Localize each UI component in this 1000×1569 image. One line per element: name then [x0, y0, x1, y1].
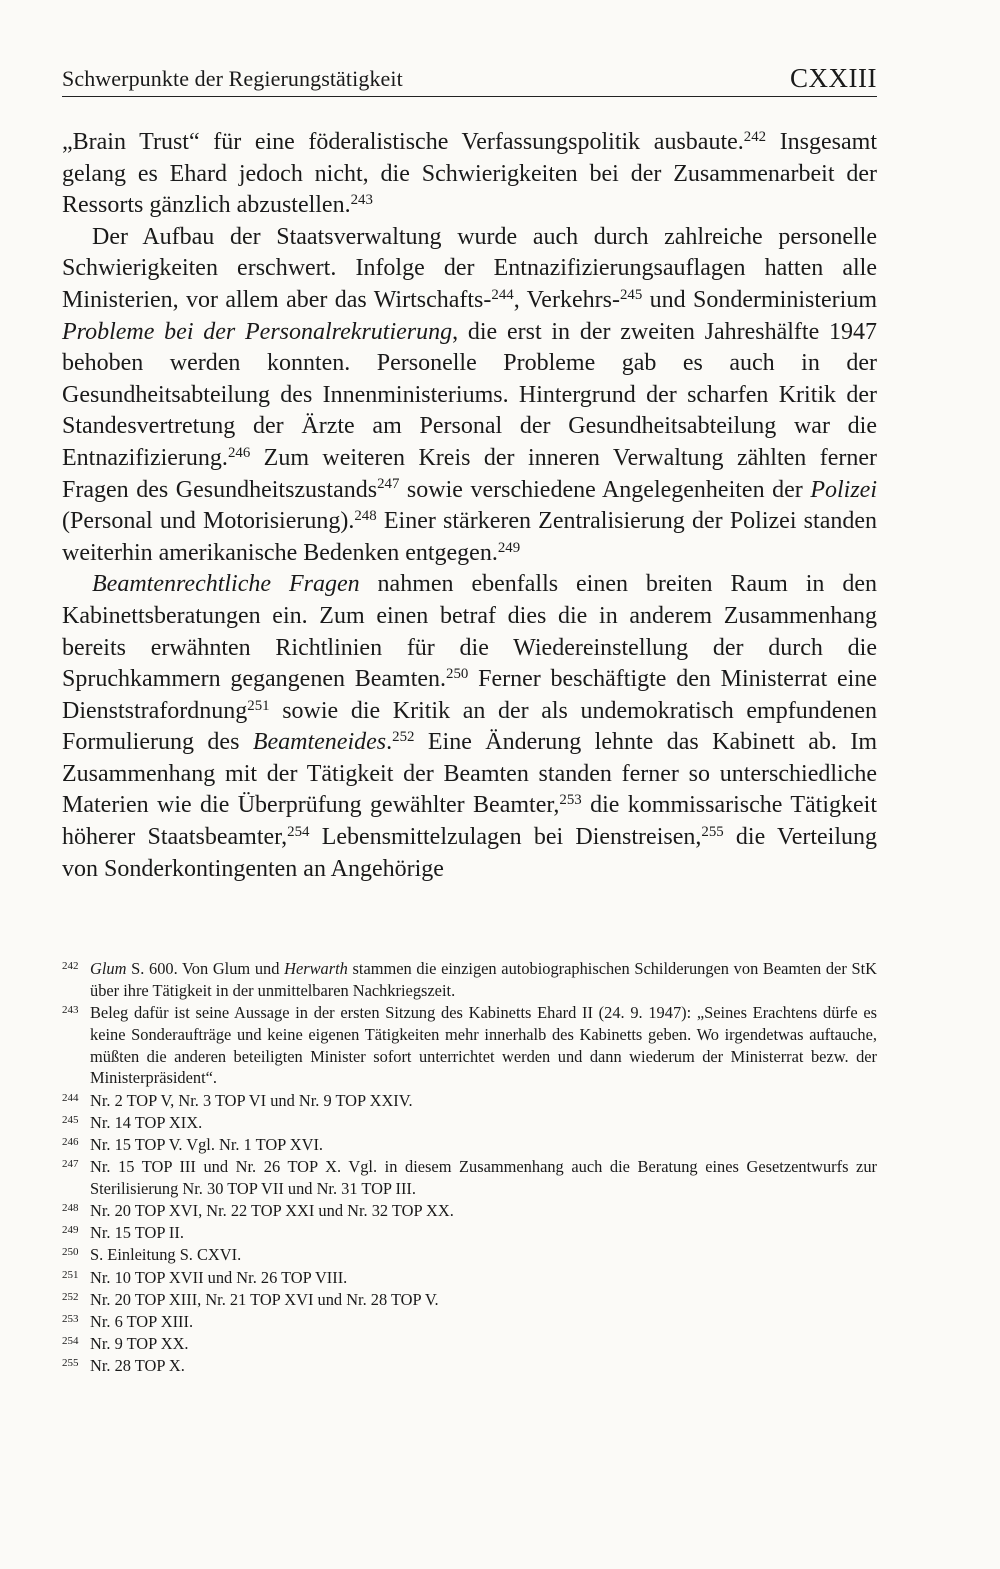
text-run: Eine Änderung lehnte das Kabinett ab. Im Zusammenhang mit der Tätigkeit der Beamten standen ferner so unterschiedliche Materien wie die Überprüfung gewählter Beamter, [62, 729, 877, 819]
paragraph-1 [62, 127, 877, 222]
footnote-number: 249 [62, 1224, 79, 1237]
footnote-text [90, 959, 877, 1000]
main-text [62, 127, 877, 885]
footnote-reference: 249 [497, 539, 521, 556]
footnote-number: 243 [62, 1003, 79, 1016]
footnote-number: 254 [62, 1335, 79, 1348]
footnote-text [90, 1334, 189, 1353]
page-number: CXXIII [790, 63, 877, 93]
text-run: Nr. 10 TOP XVII und Nr. 26 TOP VIII. [90, 1267, 348, 1287]
text-run: . [386, 729, 393, 756]
italic-text: Beamteneides [252, 729, 387, 756]
footnote-number: 255 [62, 1357, 79, 1370]
text-run: Nr. 14 TOP XIX. [90, 1112, 203, 1132]
footnote-text [90, 1268, 347, 1287]
footnote-246 [62, 1134, 877, 1156]
text-run: , die erst in der zweiten Jahreshälfte 1947 behoben werden konnten. Personelle Probleme gab es auch in der Gesundheitsabteilung des Innenministeriums. Hintergrund der scharfen Kritik der Standesvertretung der Ärzte am Personal der Gesundheitsabteilung war die Entnazifizierung. [62, 318, 877, 471]
text-run: (Personal und Motorisierung). [62, 508, 355, 535]
text-run: Nr. 2 TOP V, Nr. 3 TOP VI und Nr. 9 TOP XXIV. [90, 1090, 413, 1110]
text-run: „Brain Trust“ für eine föderalistische Verfassungspolitik ausbaute. [62, 129, 744, 155]
footnote-248 [62, 1200, 877, 1222]
footnote-reference: 252 [392, 729, 415, 746]
footnote-number: 251 [62, 1268, 79, 1281]
footnote-243 [62, 1002, 877, 1089]
text-run: sowie verschiedene Angelegenheiten der [399, 476, 811, 503]
footnote-number: 244 [62, 1091, 79, 1104]
footnote-251 [62, 1267, 877, 1289]
footnote-253 [62, 1311, 877, 1333]
footnote-reference: 254 [287, 823, 310, 840]
footnote-text [90, 1135, 323, 1154]
text-run: Ferner beschäftigte den Ministerrat eine Dienststrafordnung [62, 666, 877, 724]
italic-text: Probleme bei der Personalrekrutierung [62, 318, 453, 345]
italic-text: Polizei [810, 476, 877, 503]
footnote-number: 250 [62, 1246, 79, 1259]
italic-text: Glum [90, 959, 127, 978]
text-run: Nr. 15 TOP II. [90, 1223, 184, 1243]
footnote-255 [62, 1355, 877, 1377]
footnote-text [90, 1157, 877, 1198]
text-run: Nr. 6 TOP XIII. [90, 1312, 194, 1332]
running-header [62, 58, 877, 97]
footnote-number: 247 [62, 1158, 79, 1171]
text-run: Einer stärkeren Zentralisierung der Polizei standen weiterhin amerikanische Bedenken entgegen. [62, 508, 877, 566]
footnote-252 [62, 1289, 877, 1311]
text-run: Beleg dafür ist seine Aussage in der ersten Sitzung des Kabinetts Ehard II (24. 9. 1947): „Seines Erachtens dürfe es keine Sonderaufträge und keine eigenen Tätigkeiten mehr innerhalb des Kabinetts geben. Wo irgendetwas auftauche, müßten die anderen beteiligten Minister sofort unterrichtet werden und dann wiederum der Ministerrat bezw. der Ministerpräsident“. [90, 1002, 877, 1088]
footnote-reference: 246 [227, 444, 251, 461]
running-title: Schwerpunkte der Regierungstätigkeit [62, 66, 403, 91]
footnote-text [90, 1223, 184, 1242]
footnote-text [90, 1113, 202, 1132]
footnote-number: 246 [62, 1135, 79, 1148]
text-run: die kommissarische Tätigkeit höherer Staatsbeamter, [62, 792, 877, 851]
footnote-text [90, 1003, 877, 1087]
footnote-254 [62, 1333, 877, 1355]
text-run: Nr. 9 TOP XX. [90, 1334, 189, 1354]
text-run: Nr. 15 TOP V. Vgl. Nr. 1 TOP XVI. [90, 1134, 324, 1154]
footnote-number: 252 [62, 1290, 79, 1303]
footnote-text [90, 1201, 454, 1220]
text-run: Insgesamt gelang es Ehard jedoch nicht, die Schwierigkeiten bei der Zusammenarbeit der Ressorts gänzlich abzustellen. [62, 129, 878, 219]
footnote-text [90, 1245, 241, 1264]
footnote-number: 242 [62, 960, 79, 972]
footnote-number: 248 [62, 1202, 79, 1215]
footnote-reference: 253 [559, 792, 582, 809]
footnote-reference: 245 [619, 286, 643, 303]
footnote-reference: 255 [701, 823, 724, 840]
footnotes [62, 958, 877, 1378]
footnote-reference: 247 [377, 476, 400, 493]
footnote-245 [62, 1112, 877, 1134]
text-run: S. Einleitung S. CXVI. [90, 1245, 242, 1265]
text-run: stammen die einzigen autobiographischen Schilderungen von Beamten der StK über ihre Tätigkeit in der unmittelbaren Nachkriegszeit. [90, 959, 877, 1000]
footnote-number: 253 [62, 1313, 79, 1326]
paragraph-2 [62, 222, 877, 570]
text-run: und Sonderministerium [642, 286, 877, 313]
footnote-number: 245 [62, 1113, 79, 1126]
text-run: Nr. 28 TOP X. [90, 1356, 185, 1376]
text-run: S. 600. Von Glum und [126, 959, 285, 978]
footnote-244 [62, 1090, 877, 1112]
footnote-reference: 244 [491, 286, 514, 303]
italic-text: Herwarth [284, 959, 348, 978]
text-run: Der Aufbau der Staatsverwaltung wurde auch durch zahlreiche personelle Schwierigkeiten erschwert. Infolge der Entnazifizierungsauflagen hatten alle Ministerien, vor allem aber das Wirtschafts- [62, 223, 877, 313]
text-run: , Verkehrs- [513, 286, 620, 313]
footnote-text [90, 1356, 185, 1375]
text-run: nahmen ebenfalls einen breiten Raum in den Kabinettsberatungen ein. Zum einen betraf dies die in anderem Zusammenhang bereits erwähnten Richtlinien für die Wiedereinstellung der durch die Spruchkammern gegangenen Beamten. [62, 571, 877, 693]
footnote-250 [62, 1244, 877, 1266]
footnote-reference: 242 [743, 128, 767, 145]
footnote-242 [62, 958, 877, 1002]
italic-text: Beamtenrechtliche Fragen [92, 571, 360, 598]
text-run: sowie die Kritik an der als undemokratisch empfundenen Formulierung des [62, 697, 877, 756]
footnote-reference: 248 [354, 507, 377, 524]
text-run: Zum weiteren Kreis der inneren Verwaltung zählten ferner Fragen des Gesundheitszustands [62, 444, 877, 503]
text-run: Nr. 20 TOP XVI, Nr. 22 TOP XXI und Nr. 32 TOP XX. [90, 1201, 454, 1221]
footnote-247 [62, 1156, 877, 1200]
footnote-text [90, 1312, 193, 1331]
text-run: Nr. 20 TOP XIII, Nr. 21 TOP XVI und Nr. 28 TOP V. [90, 1289, 439, 1309]
footnote-text [90, 1091, 413, 1110]
footnote-reference: 250 [446, 665, 469, 682]
footnote-reference: 251 [247, 697, 270, 714]
footnote-reference: 243 [350, 192, 373, 209]
text-run: Lebensmittelzulagen bei Dienstreisen, [309, 824, 702, 851]
text-run: Nr. 15 TOP III und Nr. 26 TOP X. Vgl. in diesem Zusammenhang auch die Beratung eines Gesetzentwurfs zur Sterilisierung Nr. 30 TOP VII und Nr. 31 TOP III. [90, 1157, 877, 1198]
text-run: die Verteilung von Sonderkontingenten an Angehörige [62, 824, 877, 882]
footnote-249 [62, 1222, 877, 1244]
paragraph-3 [62, 569, 877, 885]
footnote-text [90, 1290, 439, 1309]
